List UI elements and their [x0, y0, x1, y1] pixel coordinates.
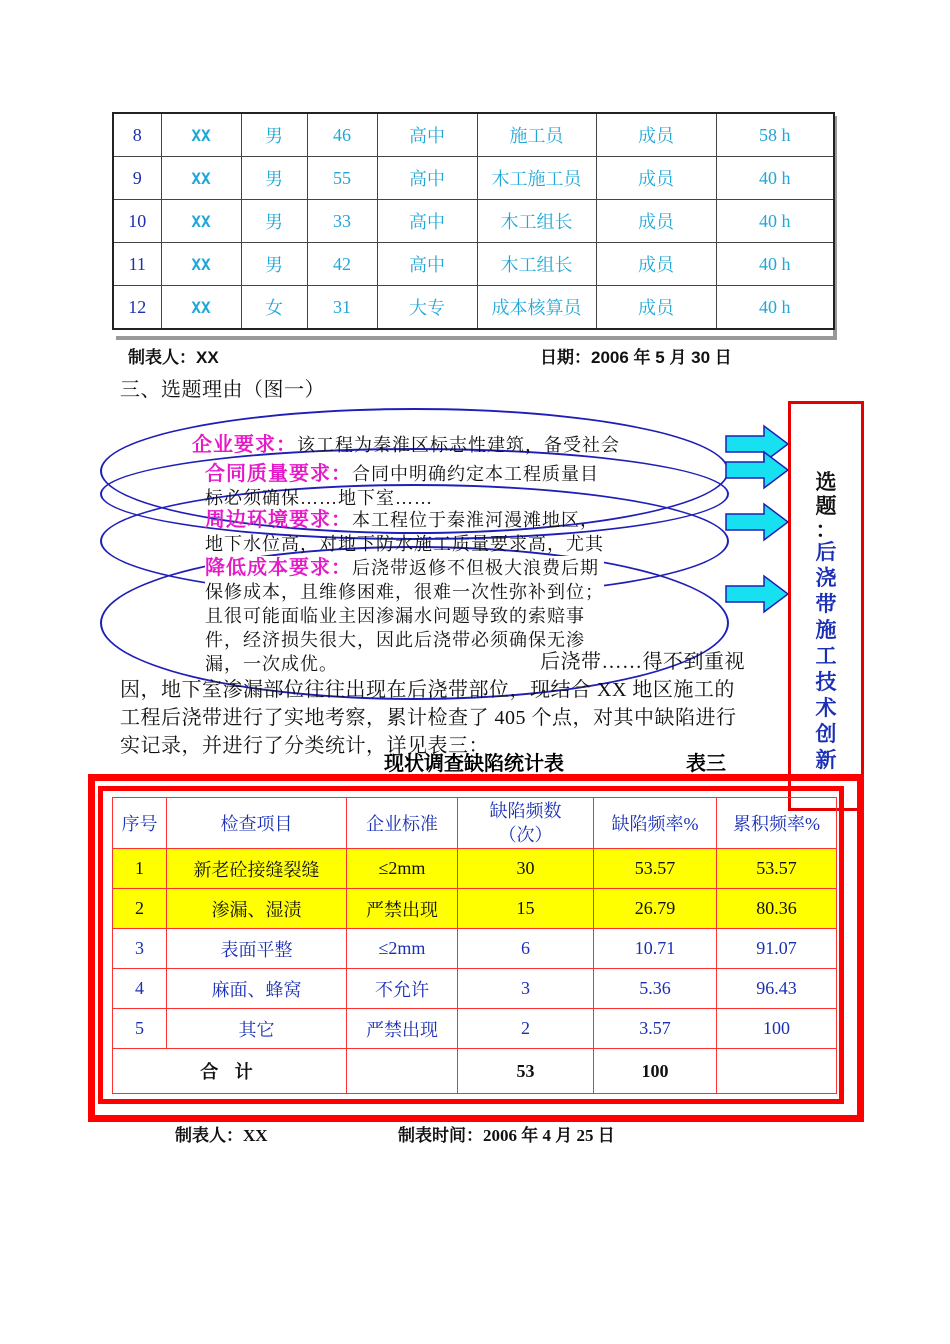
reason-text: 后浇带返修不但极大浪费后期 — [352, 558, 599, 578]
member-table-cell: 男 — [241, 243, 307, 286]
member-table-cell: 46 — [307, 113, 377, 157]
topic-value-char: 施 — [815, 618, 837, 642]
reason-text: 漏，一次成优。 — [205, 654, 338, 674]
defect-table-cell: 渗漏、湿渍 — [167, 889, 347, 929]
member-table-row — [113, 286, 834, 330]
member-table-row — [113, 113, 834, 157]
reason-text: 该工程为秦淮区标志性建筑，备受社会 — [297, 435, 620, 455]
reason-head: 降低成本要求： — [205, 557, 352, 579]
defect-table-cell: 53.57 — [717, 849, 837, 889]
member-table-cell: XX — [161, 157, 241, 200]
defect-table-cell: 1 — [113, 849, 167, 889]
member-table-cell: 高中 — [377, 200, 477, 243]
topic-label-char: 题 — [815, 494, 837, 518]
defect-table-cell: 2 — [113, 889, 167, 929]
topic-label — [814, 470, 838, 542]
member-table-cell: 成本核算员 — [477, 286, 596, 330]
member-table-cell: 9 — [113, 157, 161, 200]
reason-head: 周边环境要求： — [205, 509, 352, 531]
defect-table-header: 累积频率% — [717, 798, 837, 849]
reason-enterprise — [192, 433, 620, 457]
topic-label-char: ： — [815, 518, 837, 542]
member-table-cell: 女 — [241, 286, 307, 330]
defect-table-cell: 80.36 — [717, 889, 837, 929]
topic-value-char: 创 — [815, 722, 837, 746]
defect-table-row — [113, 849, 837, 889]
member-table-cell: 42 — [307, 243, 377, 286]
member-table-cell: 40 h — [716, 200, 834, 243]
defect-table-cell: 100 — [717, 1009, 837, 1049]
defect-table-total-row — [113, 1049, 837, 1094]
defect-table-cell: 3 — [113, 929, 167, 969]
topic-value-char: 工 — [815, 644, 837, 668]
member-table-cell: 12 — [113, 286, 161, 330]
defect-table-cell: 10.71 — [594, 929, 717, 969]
member-table-cell: 58 h — [716, 113, 834, 157]
defect-table-header: 企业标准 — [347, 798, 458, 849]
member-table-row — [113, 157, 834, 200]
arrow-right-icon — [724, 450, 790, 490]
member-table-cell: 成员 — [596, 157, 716, 200]
member-table-cell: 31 — [307, 286, 377, 330]
defect-table-cell: 不允许 — [347, 969, 458, 1009]
topic-value-char: 术 — [815, 696, 837, 720]
member-table-cell: 高中 — [377, 113, 477, 157]
defect-table-maker: 制表人：XX — [175, 1126, 268, 1145]
body-paragraph-line: 实记录，并进行了分类统计，详见表三： — [120, 735, 489, 757]
member-table-cell: 11 — [113, 243, 161, 286]
topic-label-char: 选 — [815, 470, 837, 494]
defect-table-header: 序号 — [113, 798, 167, 849]
defect-table-cell: 6 — [458, 929, 594, 969]
defect-table-cell: 2 — [458, 1009, 594, 1049]
member-table-date: 日期：2006 年 5 月 30 日 — [540, 348, 732, 367]
defect-table-cell: 3 — [458, 969, 594, 1009]
member-table-cell: 大专 — [377, 286, 477, 330]
defect-table-title: 现状调查缺陷统计表 — [384, 753, 564, 775]
arrow-right-icon — [724, 574, 790, 614]
defect-table-cell: 3.57 — [594, 1009, 717, 1049]
member-table-cell: 40 h — [716, 157, 834, 200]
topic-value-char: 后 — [815, 540, 837, 564]
defect-table-cell: 96.43 — [717, 969, 837, 1009]
defect-table-cell: 新老砼接缝裂缝 — [167, 849, 347, 889]
member-table-cell: 男 — [241, 157, 307, 200]
member-table-cell: 男 — [241, 113, 307, 157]
reason-head: 企业要求： — [192, 434, 297, 456]
reason-text: 件，经济损失很大，因此后浇带必须确保无渗 — [205, 630, 585, 650]
defect-table-time: 制表时间：2006 年 4 月 25 日 — [398, 1126, 615, 1145]
reason-contract — [205, 462, 599, 510]
topic-value — [814, 540, 838, 774]
member-table-maker: 制表人：XX — [128, 348, 219, 367]
member-table-cell: XX — [161, 113, 241, 157]
arrow-right-icon — [724, 502, 790, 542]
topic-box — [788, 401, 864, 811]
member-table-cell: 高中 — [377, 157, 477, 200]
defect-table-cell: 53.57 — [594, 849, 717, 889]
member-table-cell: 木工施工员 — [477, 157, 596, 200]
member-table-cell: 成员 — [596, 286, 716, 330]
defect-table-cell: 5 — [113, 1009, 167, 1049]
member-table-row — [113, 243, 834, 286]
defect-table-cell: 麻面、蜂窝 — [167, 969, 347, 1009]
defect-table-cell: 5.36 — [594, 969, 717, 1009]
topic-value-char: 带 — [815, 592, 837, 616]
defect-table-cell: 严禁出现 — [347, 889, 458, 929]
member-table-cell: 男 — [241, 200, 307, 243]
defect-table-total-cell — [347, 1049, 458, 1094]
defect-table-total-cell: 53 — [458, 1049, 594, 1094]
body-paragraph-line: 因，地下室渗漏部位往往出现在后浇带部位，现结合 XX 地区施工的 — [120, 679, 735, 701]
defect-table-row — [113, 969, 837, 1009]
defect-table-cell: 30 — [458, 849, 594, 889]
topic-value-char: 浇 — [815, 566, 837, 590]
topic-value-char: 技 — [815, 670, 837, 694]
member-table-cell: 33 — [307, 200, 377, 243]
reason-head: 合同质量要求： — [205, 463, 352, 485]
table-shadow — [116, 336, 837, 340]
reason-environment — [205, 508, 604, 556]
topic-value-char: 新 — [815, 748, 837, 772]
member-table-cell: 木工组长 — [477, 243, 596, 286]
defect-table-header: 缺陷频数（次） — [458, 798, 594, 849]
reason-text: 标必须确保……地下室…… — [205, 488, 433, 508]
defect-table-total-cell — [717, 1049, 837, 1094]
body-paragraph-line — [160, 648, 800, 676]
defect-table-cell: ≤2mm — [347, 849, 458, 889]
member-table — [112, 112, 835, 330]
member-table-cell: XX — [161, 286, 241, 330]
body-paragraph-line: 工程后浇带进行了实地考察，累计检查了 405 个点，对其中缺陷进行 — [120, 707, 737, 729]
member-table-cell: 成员 — [596, 200, 716, 243]
defect-table-header-row — [113, 798, 837, 849]
body-line-fragment: 后浇带……得不到重视 — [540, 651, 745, 673]
defect-table-cell: 91.07 — [717, 929, 837, 969]
member-table-cell: 10 — [113, 200, 161, 243]
member-table-cell: 木工组长 — [477, 200, 596, 243]
member-table-cell: 8 — [113, 113, 161, 157]
section-title: 三、选题理由（图一） — [120, 379, 325, 401]
defect-table-cell: 4 — [113, 969, 167, 1009]
defect-table-cell: 其它 — [167, 1009, 347, 1049]
member-table-cell: 施工员 — [477, 113, 596, 157]
reason-text: 保修成本，且维修困难，很难一次性弥补到位； — [205, 582, 604, 602]
reason-text: 本工程位于秦淮河漫滩地区， — [352, 510, 599, 530]
defect-table-header: 检查项目 — [167, 798, 347, 849]
member-table-row — [113, 200, 834, 243]
member-table-cell: 40 h — [716, 286, 834, 330]
member-table-cell: 成员 — [596, 243, 716, 286]
member-table-cell: 55 — [307, 157, 377, 200]
reason-text: 且很可能面临业主因渗漏水问题导致的索赔事 — [205, 606, 585, 626]
defect-table — [112, 797, 837, 1094]
defect-table-row — [113, 889, 837, 929]
reason-text: 合同中明确约定本工程质量目 — [352, 464, 599, 484]
defect-table-total-cell: 合 计 — [113, 1049, 347, 1094]
member-table-cell: 40 h — [716, 243, 834, 286]
defect-table-cell: 严禁出现 — [347, 1009, 458, 1049]
defect-table-cell: 15 — [458, 889, 594, 929]
defect-table-cell: 26.79 — [594, 889, 717, 929]
defect-table-row — [113, 1009, 837, 1049]
defect-table-header: 缺陷频率% — [594, 798, 717, 849]
defect-table-total-cell: 100 — [594, 1049, 717, 1094]
defect-table-label: 表三 — [686, 753, 726, 775]
defect-table-cell: ≤2mm — [347, 929, 458, 969]
member-table-cell: 成员 — [596, 113, 716, 157]
member-table-cell: 高中 — [377, 243, 477, 286]
member-table-cell: XX — [161, 243, 241, 286]
defect-table-cell: 表面平整 — [167, 929, 347, 969]
member-table-cell: XX — [161, 200, 241, 243]
defect-table-row — [113, 929, 837, 969]
reason-text: 地下水位高，对地下防水施工质量要求高，尤其 — [205, 534, 604, 554]
